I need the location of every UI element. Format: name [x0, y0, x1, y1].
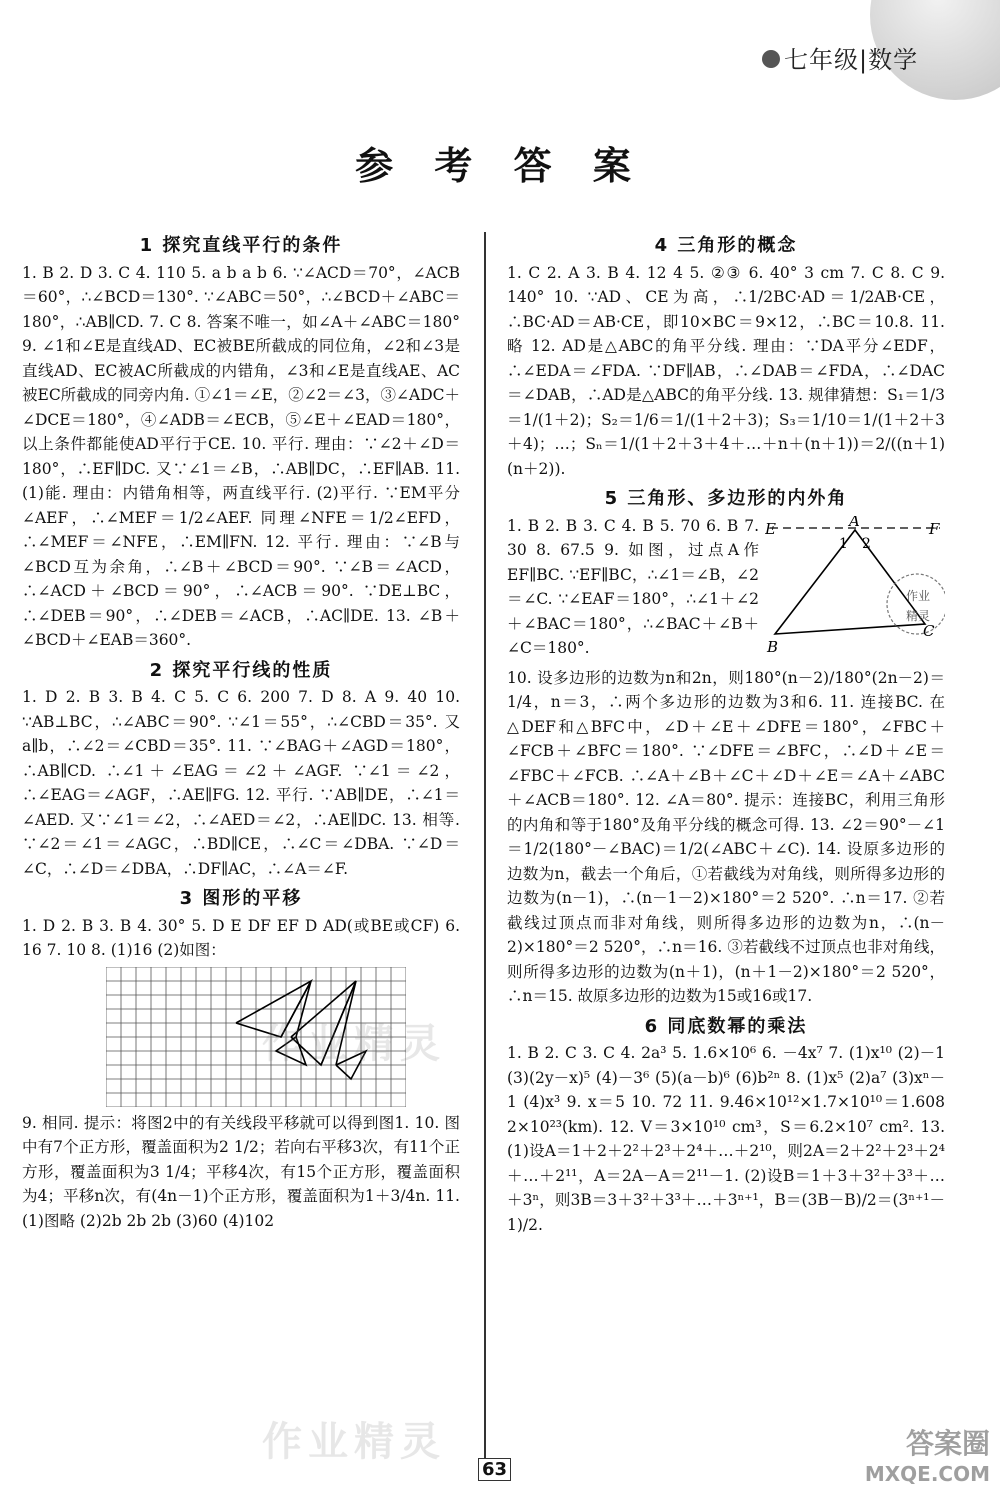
label-a: A — [849, 515, 860, 530]
label-angle-1: 1 — [839, 535, 848, 552]
corner-logo — [865, 1429, 990, 1489]
watermark-mid: 作业精灵 — [262, 1021, 446, 1067]
section-answers: 1. D 2. B 3. B 4. 30° 5. D E DF EF D AD(或BE或CF) 6. 16 7. 10 8. (1)16 (2)如图： — [22, 916, 460, 959]
section-title: 6 同底数幂的乘法 — [644, 1015, 808, 1037]
corner-logo-url: MXQE.COM — [864, 1462, 990, 1486]
header-bullet-icon — [762, 50, 780, 68]
section-answers: 1. D 2. B 3. B 4. C 5. C 6. 200 7. D 8. A 9. 40 10. ∵AB⊥BC，∴∠ABC＝90°. ∵∠1＝55°，∴∠CBD＝35°. 又a∥b，∴∠2＝∠CBD＝35°. 11. ∵∠BAG＋∠AGD＝180°，∴AB∥CD. ∴∠1＋∠EAG＝∠2＋∠AGF. ∵∠1＝∠2，∴∠EAG＝∠AGF，∴AE∥FG. 12. 平行. ∵AB∥DE，∴∠1＝∠AED. 又∵∠1＝∠2，∴∠AED＝∠2，∴AE∥DC. 13. 相等. ∵∠2＝∠1＝∠AGC，∴BD∥CE，∴∠C＝∠DBA. ∵∠D＝∠C，∴∠D＝∠DBA，∴DF∥AC，∴∠A＝∠F. — [22, 688, 460, 878]
label-angle-2: 2 — [862, 535, 871, 552]
section-title: 1 探究直线平行的条件 — [139, 235, 343, 256]
left-column — [22, 228, 460, 1233]
column-divider — [484, 232, 486, 1472]
section-title: 5 三角形、多边形的内外角 — [604, 488, 848, 509]
watermark-bottom: 作业精灵 — [262, 1419, 446, 1465]
header-grade-subject: 七年级|数学 — [784, 46, 919, 74]
section-answers: 1. B 2. D 3. C 4. 110 5. a b a b 6. ∵∠ACD＝70°，∠ACB＝60°，∴∠BCD＝130°. ∵∠ABC＝50°，∴∠BCD＋∠ABC＝180°，∴AB∥CD. 7. C 8. 答案不唯一，如∠A＋∠ABC＝180° 9. ∠1和∠E是直线AD、EC被BE所截成的同位角，∠2和∠3是直线AD、EC被AC所截成的内错角，∠3和∠E是直线AE、AC被EC所截成的同旁内角. ①∠1＝∠E，②∠2＝∠3，③∠ADC＋∠DCE＝180°，④∠ADB＝∠ECB，⑤∠E＋∠EAD＝180°，以上条件都能使AD平行于CE. 10. 平行. 理由：∵∠2＋∠D＝180°，∴EF∥DC. 又∵∠1＝∠B，∴AB∥DC，∴EF∥AB. 11. (1)能. 理由：内错角相等，两直线平行. (2)平行. ∵EM平分∠AEF，∴∠MEF＝1/2∠AEF. 同理∠NFE＝1/2∠EFD，∴∠MEF＝∠NFE，∴EM∥FN. 12. 平行. 理由：∵∠B与∠BCD互为余角，∴∠B＋∠BCD＝90°. ∵∠B＝∠ACD，∴∠ACD＋∠BCD＝90°，∴∠ACB＝90°. ∵DE⊥BC，∴∠DEB＝90°，∴∠DEB＝∠ACB，∴AC∥DE. 13. ∠B＋∠BCD＋∠EAB＝360°. — [22, 263, 460, 649]
page-title: 参 考 答 案 — [355, 143, 645, 188]
stamp-text-bottom: 精灵 — [906, 608, 931, 623]
label-c: C — [923, 621, 935, 640]
right-column — [507, 228, 945, 1237]
page-number: 63 — [478, 1458, 511, 1481]
stamp-text-top: 作业 — [906, 588, 931, 603]
section-answers: 10. 设多边形的边数为n和2n，则180°(n－2)/180°(2n－2)＝1/4，n＝3，∴两个多边形的边数为3和6. 11. 连接BC. 在△DEF和△BFC中，∠D＋∠E＋∠DFE＝180°，∠FBC＋∠FCB＋∠BFC＝180°. ∵∠DFE＝∠BFC，∴∠D＋∠E＝∠FBC＋∠FCB. ∴∠A＋∠B＋∠C＋∠D＋∠E＝∠A＋∠ABC＋∠ACB＝180°. 12. ∠A＝80°. 提示：连接BC，利用三角形的内角和等于180°及角平分线的概念可得. 13. ∠2＝90°－∠1＝1/2(180°－∠BAC)＝1/2(∠ABC＋∠C). 14. 设原多边形的边数为n，截去一个角后，①若截线为对角线，则所得多边形的边数为(n－1)，∴(n－1－2)×180°＝2 520°. ∴n＝17. ②若截线过顶点而非对角线，则所得多边形的边数为n，∴(n－2)×180°＝2 520°，∴n＝16. ③若截线不过顶点也非对角线，则所得多边形的边数为(n＋1)，(n＋1－2)×180°＝2 520°，∴n＝15. 故原多边形的边数为15或16或17. — [507, 668, 945, 1005]
triangle-figure — [765, 516, 945, 666]
label-b: B — [767, 637, 779, 656]
label-f: F — [929, 519, 940, 538]
section-answers: 1. C 2. A 3. B 4. 12 4 5. ②③ 6. 40° 3 cm 7. C 8. C 9. 140° 10. ∵AD、CE为高，∴1/2BC·AD＝1/2AB·CE，∴BC·AD＝AB·CE，即10×BC＝9×12，∴BC＝10.8. 11. 略 12. AD是△ABC的角平分线. 理由：∵DA平分∠EDF，∴∠EDA＝∠FDA. ∵DF∥AB，∴∠DAB＝∠FDA，∴∠DAC＝∠DAB，∴AD是△ABC的角平分线. 13. 规律猜想：S₁＝1/3＝1/(1＋2)；S₂＝1/6＝1/(1＋2＋3)；S₃＝1/10＝1/(1＋2＋3＋4)；…；Sₙ＝1/(1＋2＋3＋4＋…＋n＋(n＋1))＝2/((n＋1)(n＋2)). — [507, 263, 945, 478]
section-answers: 9. 相同. 提示：将图2中的有关线段平移就可以得到图1. 10. 图中有7个正方形，覆盖面积为2 1/2；若向右平移3次，有11个正方形，覆盖面积为3 1/4；平移4次，有15个正方形，覆盖面积为4；平移n次，有(4n－1)个正方形，覆盖面积为1＋3/4n. 11. (1)图略 (2)2b 2b 2b (3)60 (4)102 — [22, 1113, 460, 1230]
section-answers: 1. B 2. C 3. C 4. 2a³ 5. 1.6×10⁶ 6. －4x⁷ 7. (1)x¹⁰ (2)－1 (3)(2y－x)⁵ (4)－3⁶ (5)(a－b)⁶ (6)b²ⁿ 8. (1)x⁵ (2)a⁷ (3)xⁿ－1 (4)x³ 9. x＝5 10. 72 11. 9.46×10¹²×1.7×10¹⁰＝1.608 2×10²³(km). 12. V＝3×10¹⁰ cm³，S＝6.2×10⁷ cm². 13. (1)设A＝1＋2＋2²＋2³＋2⁴＋…＋2¹⁰，则2A＝2＋2²＋2³＋2⁴＋…＋2¹¹，A＝2A－A＝2¹¹－1. (2)设B＝1＋3＋3²＋3³＋…＋3ⁿ，则3B＝3＋3²＋3³＋…＋3ⁿ⁺¹，B＝(3B－B)/2＝(3ⁿ⁺¹－1)/2. — [507, 1044, 945, 1234]
label-e: E — [765, 519, 776, 538]
section-title: 3 图形的平移 — [179, 888, 303, 909]
section-answers-before-figure: 1. B 2. B 3. C 4. B 5. 70 6. B 7. 30 8. 67.5 9. 如图，过点A作EF∥BC. ∵EF∥BC，∴∠1＝∠B，∠2＝∠C. ∵∠EAF＝180°，∴∠1＋∠2＋∠BAC＝180°，∴∠BAC＋∠B＋∠C＝180°. — [507, 516, 759, 657]
corner-logo-title: 答案圈 — [905, 1427, 990, 1460]
section-title: 4 三角形的概念 — [654, 235, 798, 256]
section-title: 2 探究平行线的性质 — [149, 659, 333, 681]
